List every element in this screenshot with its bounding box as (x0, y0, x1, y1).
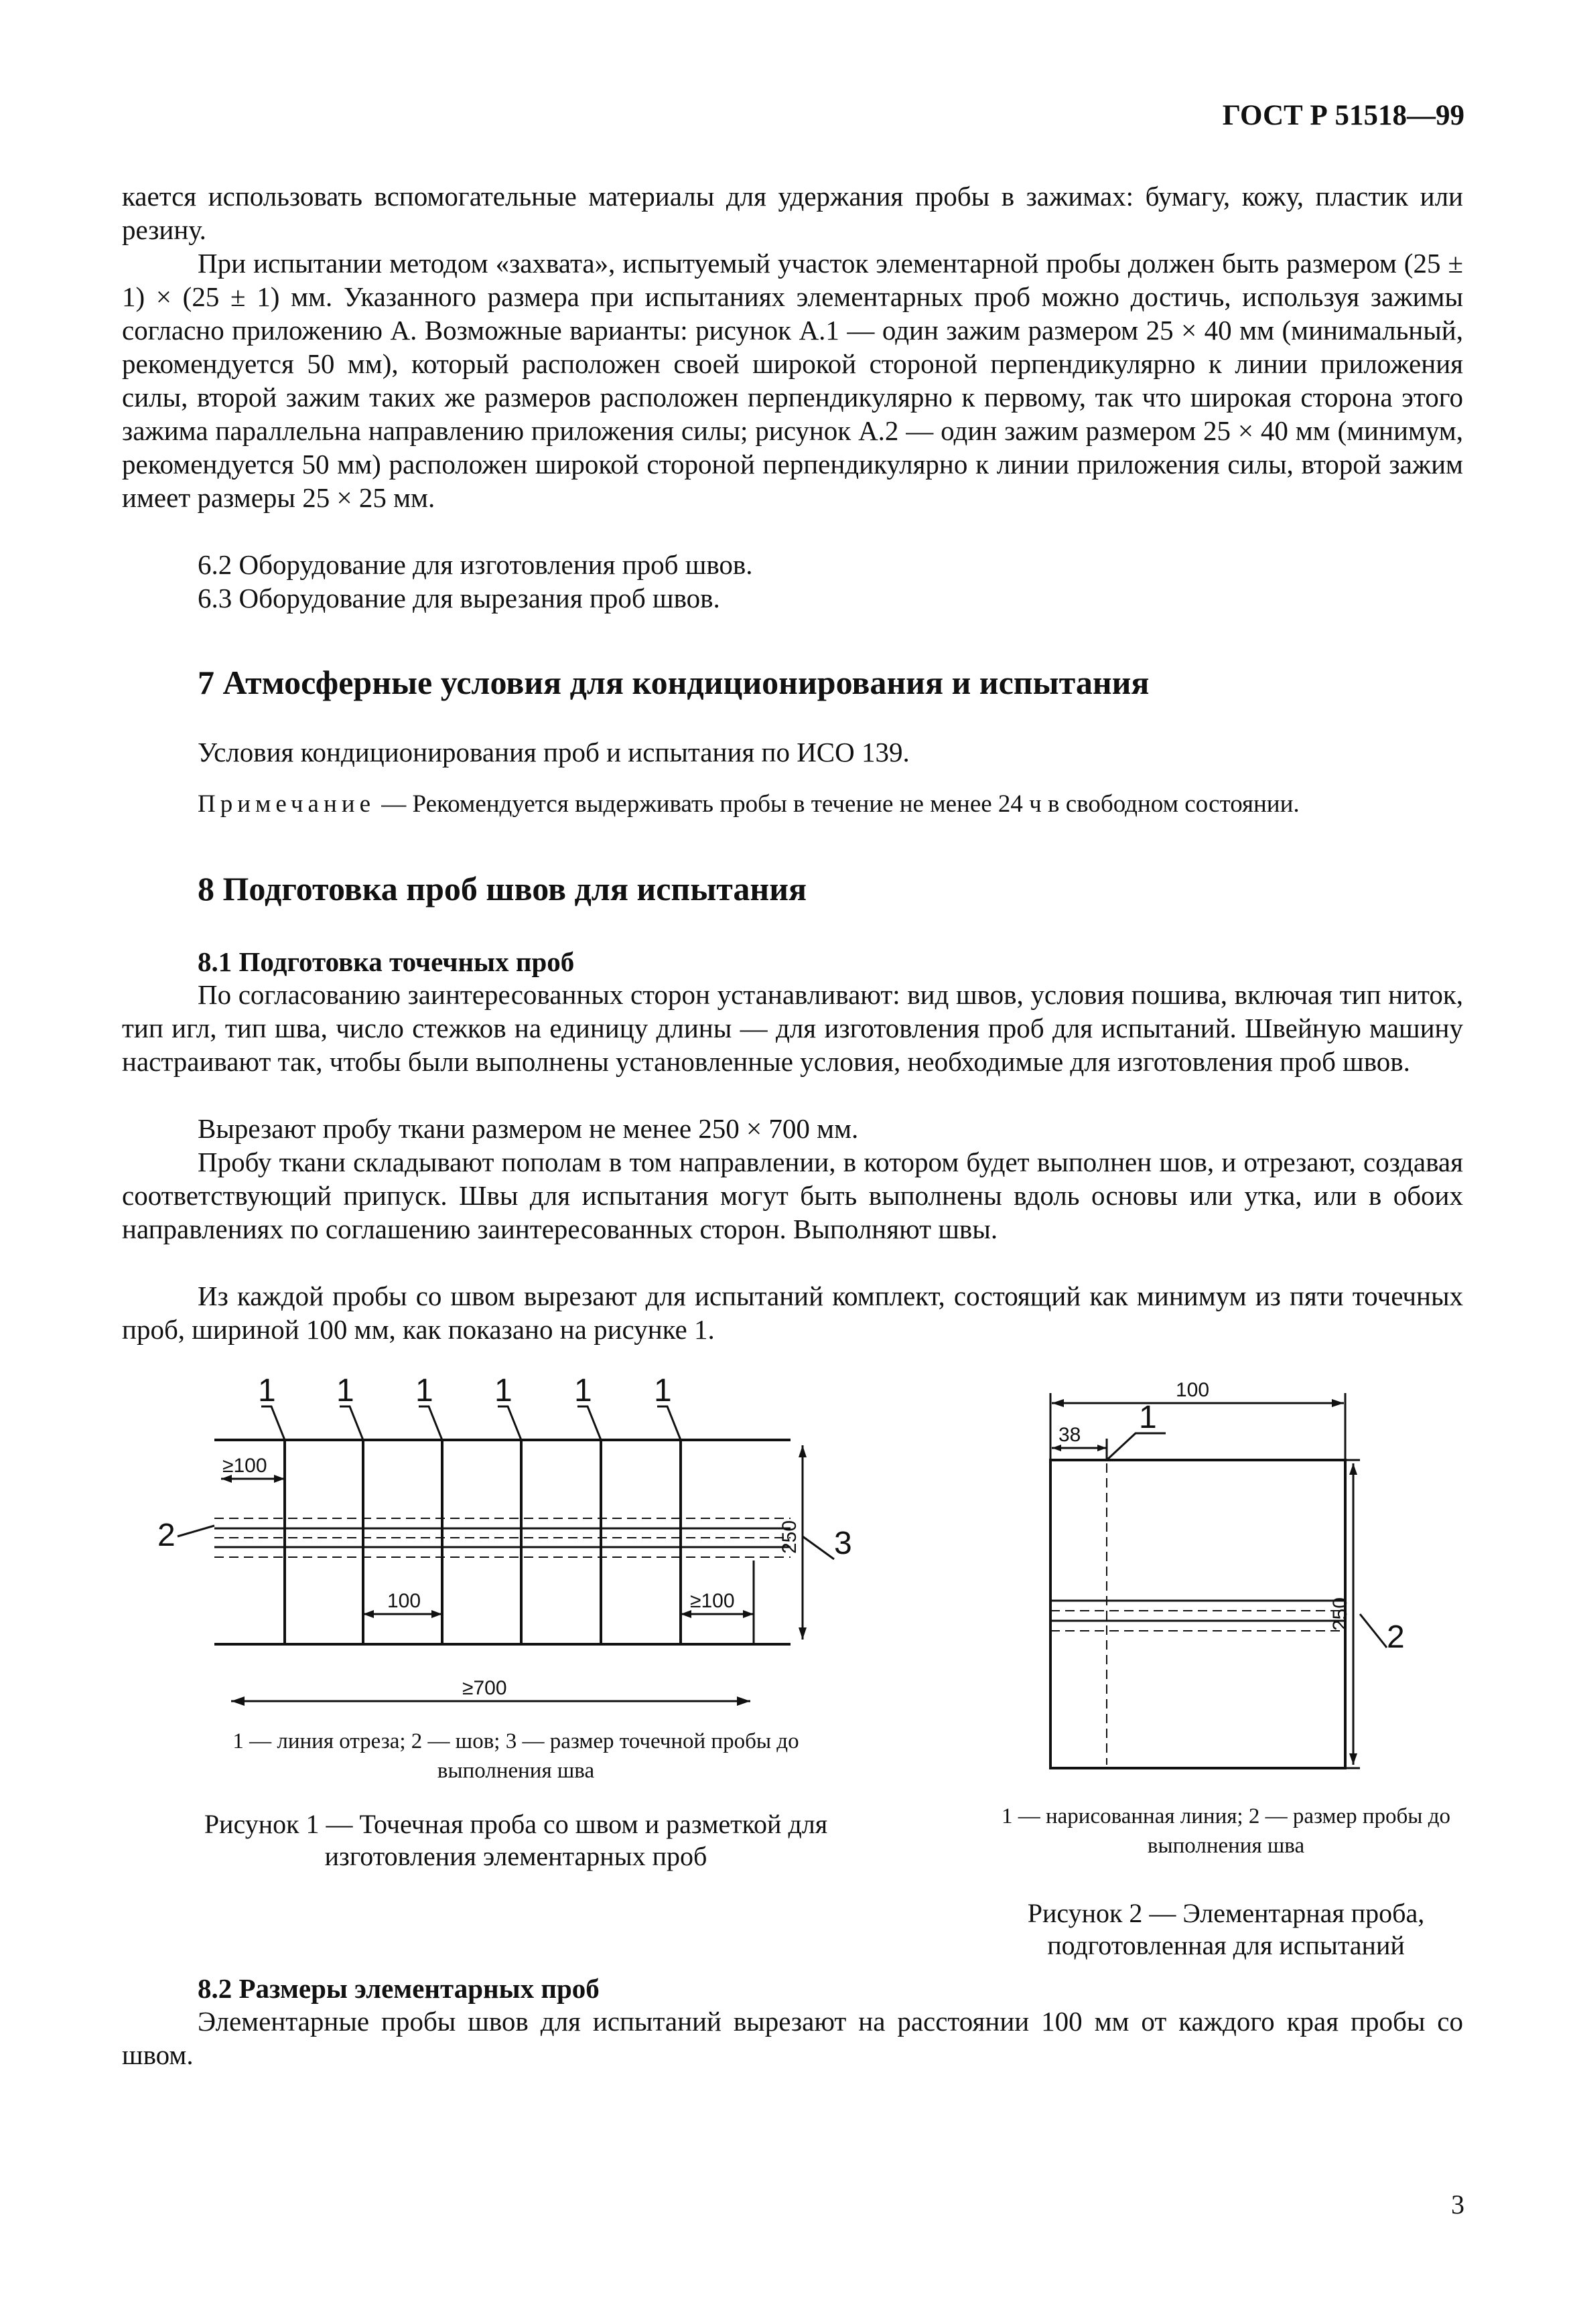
fig2-label-size: 2 (1387, 1619, 1405, 1655)
figure-2-caption: Рисунок 2 — Элементарная проба, подготовленная для испытаний (1027, 1898, 1425, 1960)
fig2-dim-height: 250 (1329, 1597, 1351, 1631)
paragraph-grab-method: При испытании методом «захвата», испытуемый участок элементарной пробы должен быть размером (25 ± 1) × (25 ± 1) мм. Указанного размера при испытаниях элементарных проб можно достичь, используя зажимы согласно приложению А. Возможные варианты: рисунок А.1 — один зажим размером 25 × 40 мм (минимальный, рекомендуется 50 мм), который расположен своей широкой стороной перпендикулярно к линии приложения силы, второй зажим таких же размеров расположен перпендикулярно к первому, так что широкая сторона этого зажима параллельна направлению приложения силы; рисунок А.2 — один зажим размером 25 × 40 мм (минимум, рекомендуется 50 мм) расположен широкой стороной перпендикулярно к линии приложения силы, второй зажим имеет размеры 25 × 25 мм. (122, 248, 1463, 513)
fig2-label-line: 1 (1139, 1400, 1157, 1435)
item-6-2: 6.2 Оборудование для изготовления проб швов. (198, 549, 753, 580)
fig1-dim-right-margin: ≥100 (690, 1590, 735, 1612)
fig1-dim-total: ≥700 (462, 1677, 507, 1699)
fig1-label-seam: 2 (157, 1518, 176, 1553)
paragraph-8-1-d: Из каждой пробы со швом вырезают для испытаний комплект, состоящий как минимум из пяти точечных проб, шириной 100 мм, как показано на рисунке 1. (122, 1281, 1463, 1345)
section-7-title: 7 Атмосферные условия для кондиционирования и испытания (198, 664, 1150, 701)
section-7-text: Условия кондиционирования проб и испытания по ИСО 139. (198, 737, 910, 768)
paragraph-8-1-c: Пробу ткани складывают пополам в том направлении, в котором будет выполнен шов, и отрезают, создавая соответствующий припуск. Швы для испытания могут быть выполнены вдоль основы или утка, или в обоих направлениях по соглашению заинтересованных сторон. Выполняют швы. (122, 1147, 1463, 1244)
paragraph-continuation: кается использовать вспомогательные материалы для удержания пробы в зажимах: бумагу, кожу, пластик или резину. (122, 181, 1463, 245)
paragraph-8-1-a: По согласованию заинтересованных сторон устанавливают: вид швов, условия пошива, включая тип ниток, тип игл, тип шва, число стежков на единицу длины — для изготовления проб для испытаний. Швейную машину настраивают так, чтобы были выполнены установленные условия, необходимые для изготовления проб швов. (122, 979, 1463, 1077)
fig1-dim-height: 250 (778, 1520, 801, 1554)
paragraph-8-1-b: Вырезают пробу ткани размером не менее 250 × 700 мм. (198, 1113, 859, 1144)
figure-2-diagram (1025, 1353, 1494, 1788)
fig1-label-cut-5: 1 (574, 1373, 592, 1408)
fig2-dim-width: 100 (1176, 1379, 1210, 1401)
fig1-label-cut-2: 1 (336, 1373, 354, 1408)
figure-1-diagram (121, 1360, 891, 1741)
document-header: ГОСТ Р 51518—99 (1222, 100, 1464, 131)
subsection-8-1-title: 8.1 Подготовка точечных проб (198, 946, 575, 977)
figure-2-legend: 1 — нарисованная линия; 2 — размер пробы до выполнения шва (1001, 1804, 1450, 1858)
subsection-8-2-title: 8.2 Размеры элементарных проб (198, 1973, 600, 2004)
section-7-note (198, 789, 1300, 820)
fig1-label-size: 3 (834, 1526, 852, 1561)
figure-1-caption: Рисунок 1 — Точечная проба со швом и разметкой для изготовления элементарных проб (204, 1809, 828, 1871)
note-text: — Рекомендуется выдерживать пробы в течение не менее 24 ч в свободном состоянии. (375, 790, 1300, 818)
figure-1-legend: 1 — линия отреза; 2 — шов; 3 — размер точечной пробы до выполнения шва (232, 1729, 799, 1783)
paragraph-8-2: Элементарные пробы швов для испытаний вырезают на расстоянии 100 мм от каждого края пробы со швом. (122, 2006, 1463, 2070)
item-6-3: 6.3 Оборудование для вырезания проб швов. (198, 583, 720, 613)
section-8-title: 8 Подготовка проб швов для испытания (198, 870, 807, 907)
note-label: Примечание (198, 790, 375, 818)
fig1-label-cut-3: 1 (415, 1373, 433, 1408)
fig1-label-cut-6: 1 (654, 1373, 672, 1408)
page-number: 3 (1451, 2189, 1464, 2220)
fig1-label-cut-4: 1 (494, 1373, 512, 1408)
fig1-dim-strip: 100 (387, 1590, 421, 1612)
fig1-dim-left-margin: ≥100 (222, 1455, 267, 1477)
fig1-label-cut-1: 1 (258, 1373, 276, 1408)
fig2-dim-offset: 38 (1058, 1424, 1081, 1446)
